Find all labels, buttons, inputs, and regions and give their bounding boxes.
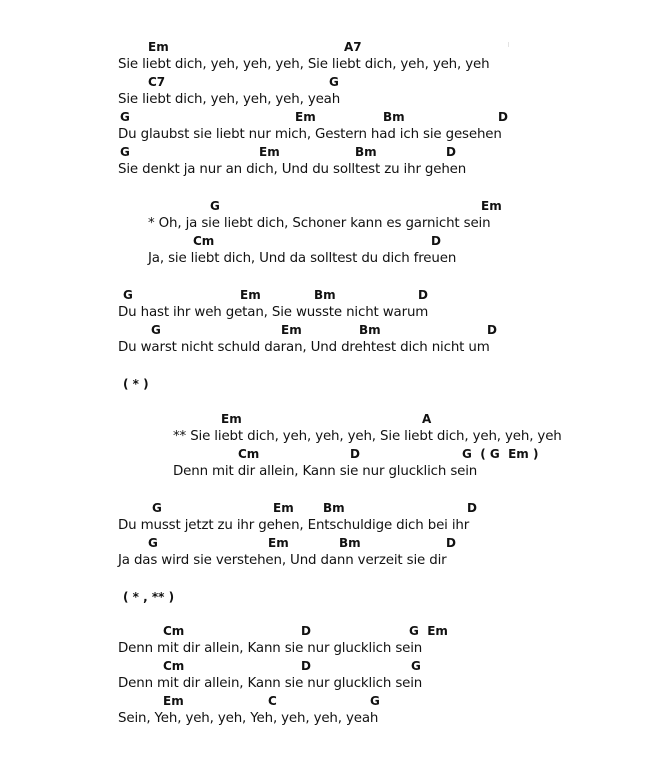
lyric-line: Ja das wird sie verstehen, Und dann verzeit sie dir (118, 553, 447, 568)
chord-label: Bm (359, 323, 381, 337)
chord-label: D (487, 323, 497, 337)
repeat-marker: ( * , ** ) (123, 590, 175, 604)
lyric-line: Du musst jetzt zu ihr gehen, Entschuldige dich bei ihr (118, 518, 470, 533)
chord-label: D (301, 659, 311, 673)
chord-label: G (120, 145, 130, 159)
chord-label: G (210, 199, 220, 213)
chord-label: G (329, 75, 339, 89)
chord-label: G Em (409, 624, 448, 638)
chord-label: Em (481, 199, 502, 213)
chord-label: D (431, 234, 441, 248)
lyric-line: Du warst nicht schuld daran, Und drehtest dich nicht um (118, 340, 490, 355)
chord-label: G (120, 110, 130, 124)
chord-label: D (446, 536, 456, 550)
lyric-line: Sie liebt dich, yeh, yeh, yeh, Sie liebt dich, yeh, yeh, yeh (118, 57, 490, 72)
chord-label: G (148, 536, 158, 550)
lyric-line: * Oh, ja sie liebt dich, Schoner kann es garnicht sein (148, 216, 491, 231)
chord-label: Cm (193, 234, 215, 248)
chord-label: C7 (148, 75, 166, 89)
chord-label: G (123, 288, 133, 302)
chord-label: Em (268, 536, 289, 550)
chord-label: G (151, 323, 161, 337)
lyric-line: Ja, sie liebt dich, Und da solltest du dich freuen (148, 251, 457, 266)
lyric-line: Denn mit dir allein, Kann sie nur glucklich sein (118, 676, 423, 691)
chord-label: Bm (383, 110, 405, 124)
chord-label: G (152, 501, 162, 515)
chord-label: D (350, 447, 360, 461)
chord-label: D (467, 501, 477, 515)
chord-label: C (268, 694, 277, 708)
chord-label: Em (273, 501, 294, 515)
lyric-line: Du hast ihr weh getan, Sie wusste nicht warum (118, 305, 429, 320)
lyric-line: Denn mit dir allein, Kann sie nur glucklich sein (118, 641, 423, 656)
chord-label: A (422, 412, 432, 426)
lyric-line: ** Sie liebt dich, yeh, yeh, yeh, Sie liebt dich, yeh, yeh, yeh (173, 429, 562, 444)
chord-label: Em (148, 40, 169, 54)
chord-label: Bm (339, 536, 361, 550)
chord-label: Em (281, 323, 302, 337)
chord-label: D (446, 145, 456, 159)
chord-label: D (498, 110, 508, 124)
chord-label: Em (259, 145, 280, 159)
chord-label: Bm (355, 145, 377, 159)
chord-label: Em (240, 288, 261, 302)
chord-label: Cm (163, 624, 185, 638)
lyric-line: Denn mit dir allein, Kann sie nur glucklich sein (173, 464, 478, 479)
lyric-line: Sein, Yeh, yeh, yeh, Yeh, yeh, yeh, yeah (118, 711, 379, 726)
chord-label: Cm (163, 659, 185, 673)
chord-label: G (370, 694, 380, 708)
chord-label: Bm (323, 501, 345, 515)
chord-label: Em (295, 110, 316, 124)
scan-artifact (508, 42, 509, 47)
chord-label: Em (163, 694, 184, 708)
lyric-line: Sie liebt dich, yeh, yeh, yeh, yeah (118, 92, 341, 107)
chord-label: G ( G Em ) (462, 447, 539, 461)
lyric-line: Sie denkt ja nur an dich, Und du solltest zu ihr gehen (118, 162, 467, 177)
chord-label: D (418, 288, 428, 302)
chord-label: G (411, 659, 421, 673)
chord-label: Em (221, 412, 242, 426)
lyric-line: Du glaubst sie liebt nur mich, Gestern had ich sie gesehen (118, 127, 502, 142)
chord-label: A7 (344, 40, 362, 54)
chord-label: D (301, 624, 311, 638)
repeat-marker: ( * ) (123, 377, 149, 391)
chord-label: Bm (314, 288, 336, 302)
chord-label: Cm (238, 447, 260, 461)
